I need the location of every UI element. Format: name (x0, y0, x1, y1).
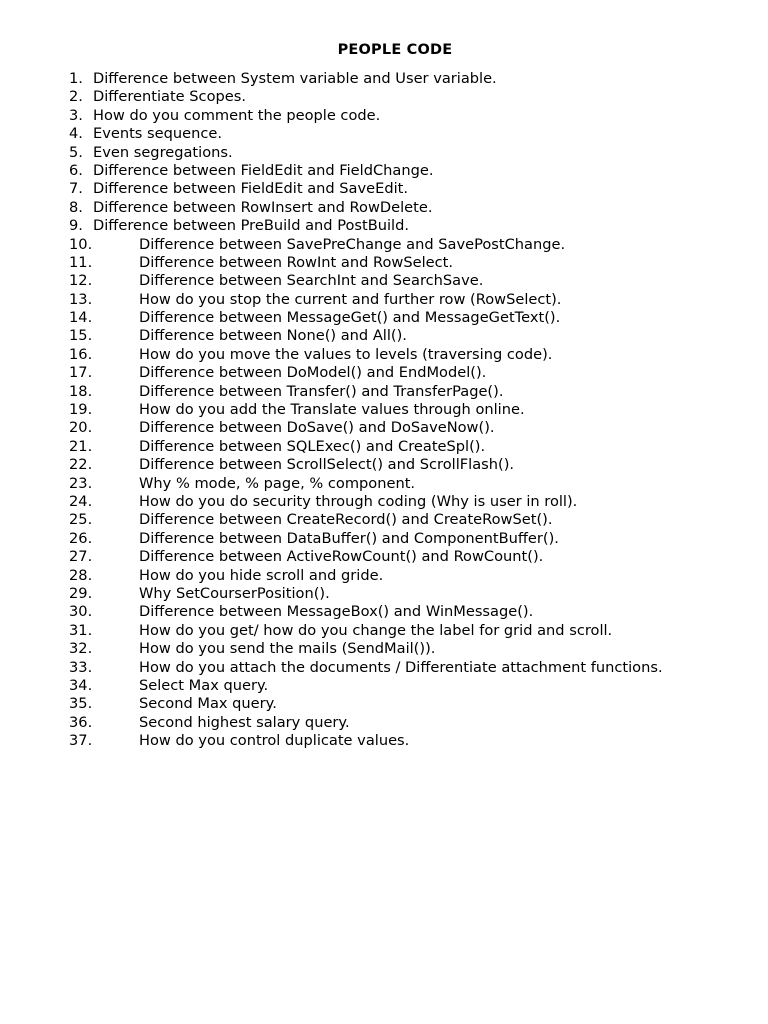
item-number: 28. (69, 566, 93, 584)
list-item (0, 383, 768, 401)
item-number: 4. (69, 125, 83, 143)
item-text: Difference between FieldEdit and SaveEdit. (93, 180, 409, 198)
list-item (0, 346, 768, 364)
list-item (0, 236, 768, 254)
item-number: 37. (69, 732, 93, 750)
item-text: How do you control duplicate values. (139, 732, 410, 750)
list-item (0, 144, 768, 162)
item-text: Difference between MessageBox() and WinMessage(). (139, 603, 534, 621)
item-text: Difference between FieldEdit and FieldChange. (93, 161, 434, 179)
list-item (0, 548, 768, 566)
item-text: How do you add the Translate values through online. (139, 401, 525, 419)
item-text: How do you move the values to levels (traversing code). (139, 345, 553, 363)
item-text: How do you get/ how do you change the label for grid and scroll. (139, 621, 613, 639)
list-item (0, 511, 768, 529)
item-number: 26. (69, 529, 93, 547)
list-item (0, 70, 768, 88)
item-number: 21. (69, 437, 93, 455)
item-number: 22. (69, 456, 93, 474)
item-text: Difference between None() and All(). (139, 327, 407, 345)
item-number: 31. (69, 621, 93, 639)
item-text: Why % mode, % page, % component. (139, 474, 416, 492)
item-text: Difference between DoModel() and EndModel(). (139, 364, 487, 382)
list-item (0, 714, 768, 732)
item-number: 12. (69, 272, 93, 290)
item-text: Difference between System variable and User variable. (93, 70, 497, 87)
list-item (0, 475, 768, 493)
item-number: 11. (69, 253, 93, 271)
item-number: 27. (69, 548, 93, 566)
item-text: Differentiate Scopes. (93, 88, 246, 106)
list-item (0, 732, 768, 750)
item-number: 5. (69, 143, 83, 161)
list-item (0, 125, 768, 143)
item-number: 14. (69, 309, 93, 327)
list-item (0, 640, 768, 658)
item-number: 7. (69, 180, 83, 198)
item-text: Second highest salary query. (139, 713, 350, 731)
list-item (0, 309, 768, 327)
list-item (0, 327, 768, 345)
list-item (0, 456, 768, 474)
item-text: Difference between DoSave() and DoSaveNow(). (139, 419, 495, 437)
list-item (0, 291, 768, 309)
item-number: 3. (69, 106, 83, 124)
item-text: Second Max query. (139, 695, 277, 713)
list-item (0, 567, 768, 585)
item-text: Difference between RowInsert and RowDelete. (93, 198, 433, 216)
item-text: Difference between RowInt and RowSelect. (139, 253, 453, 271)
item-text: Difference between SavePreChange and SavePostChange. (139, 235, 566, 253)
item-number: 19. (69, 401, 93, 419)
item-number: 13. (69, 290, 93, 308)
list-item (0, 585, 768, 603)
item-number: 9. (69, 217, 83, 235)
item-number: 36. (69, 713, 93, 731)
item-number: 16. (69, 345, 93, 363)
item-text: Difference between ScrollSelect() and ScrollFlash(). (139, 456, 515, 474)
item-number: 20. (69, 419, 93, 437)
item-number: 2. (69, 88, 83, 106)
item-number: 8. (69, 198, 83, 216)
item-number: 23. (69, 474, 93, 492)
item-number: 17. (69, 364, 93, 382)
item-text: How do you attach the documents / Differentiate attachment functions. (139, 658, 663, 676)
question-list (0, 70, 768, 750)
item-text: How do you stop the current and further row (RowSelect). (139, 290, 562, 308)
item-text: Events sequence. (93, 125, 223, 143)
item-text: Difference between Transfer() and TransferPage(). (139, 382, 504, 400)
item-number: 33. (69, 658, 93, 676)
list-item (0, 254, 768, 272)
list-item (0, 493, 768, 511)
item-number: 34. (69, 676, 93, 694)
list-item (0, 107, 768, 125)
item-number: 24. (69, 492, 93, 510)
item-text: Difference between DataBuffer() and ComponentBuffer(). (139, 529, 559, 547)
item-number: 32. (69, 640, 93, 658)
list-item (0, 438, 768, 456)
item-number: 6. (69, 161, 83, 179)
list-item (0, 272, 768, 290)
item-text: How do you hide scroll and gride. (139, 566, 384, 584)
item-text: Difference between SearchInt and SearchSave. (139, 272, 484, 290)
item-number: 29. (69, 584, 93, 602)
list-item (0, 659, 768, 677)
list-item (0, 622, 768, 640)
item-text: Difference between PreBuild and PostBuild. (93, 217, 409, 235)
list-item (0, 217, 768, 235)
item-text: Why SetCourserPosition(). (139, 584, 330, 602)
list-item (0, 695, 768, 713)
list-item (0, 603, 768, 621)
item-number: 15. (69, 327, 93, 345)
list-item (0, 180, 768, 198)
item-text: Difference between CreateRecord() and CreateRowSet(). (139, 511, 553, 529)
list-item (0, 88, 768, 106)
item-number: 30. (69, 603, 93, 621)
item-text: How do you do security through coding (Why is user in roll). (139, 492, 578, 510)
item-text: Select Max query. (139, 676, 269, 694)
item-number: 10. (69, 235, 93, 253)
list-item (0, 162, 768, 180)
item-text: Difference between ActiveRowCount() and RowCount(). (139, 548, 544, 566)
list-item (0, 364, 768, 382)
item-text: How do you send the mails (SendMail()). (139, 640, 436, 658)
item-text: How do you comment the people code. (93, 106, 381, 124)
item-number: 1. (69, 70, 83, 87)
item-number: 35. (69, 695, 93, 713)
page-title: PEOPLE CODE (337, 42, 453, 58)
list-item (0, 401, 768, 419)
item-number: 18. (69, 382, 93, 400)
list-item (0, 530, 768, 548)
list-item (0, 199, 768, 217)
list-item (0, 677, 768, 695)
item-text: Difference between SQLExec() and CreateSpl(). (139, 437, 486, 455)
item-number: 25. (69, 511, 93, 529)
item-text: Even segregations. (93, 143, 233, 161)
item-text: Difference between MessageGet() and MessageGetText(). (139, 309, 561, 327)
list-item (0, 419, 768, 437)
